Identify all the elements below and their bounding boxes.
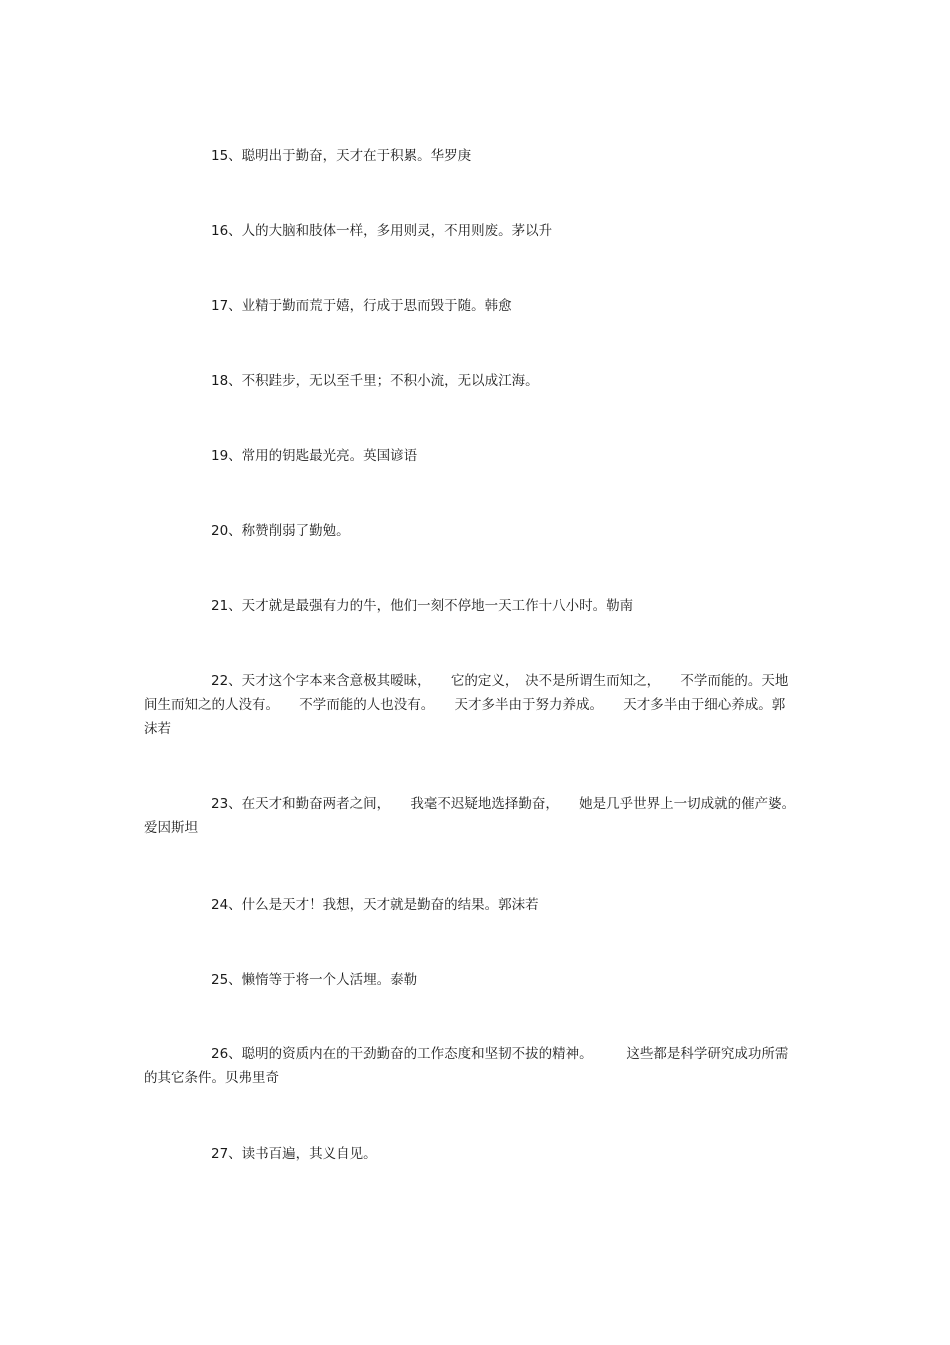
quote-19: 19、常用的钥匙最光亮。英国谚语 [211, 448, 418, 464]
quote-25: 25、懒惰等于将一个人活埋。泰勒 [211, 972, 418, 988]
quote-22: 22、天才这个字本来含意极其暧昧， 它的定义， 决不是所谓生而知之， 不学而能的。天地间生而知之的人没有。 不学而能的人也没有。 天才多半由于努力养成。 天才多半由于细心养成。郭沫若 [144, 673, 789, 737]
quote-16: 16、人的大脑和肢体一样，多用则灵，不用则废。茅以升 [211, 223, 553, 239]
quote-15: 15、聪明出于勤奋，天才在于积累。华罗庚 [211, 148, 472, 164]
quote-17: 17、业精于勤而荒于嬉，行成于思而毁于随。韩愈 [211, 298, 512, 314]
quote-18: 18、不积跬步，无以至千里；不积小流，无以成江海。 [211, 373, 539, 389]
quote-24: 24、什么是天才！我想，天才就是勤奋的结果。郭沫若 [211, 897, 539, 913]
quote-26: 26、聪明的资质内在的干劲勤奋的工作态度和坚韧不拔的精神。 这些都是科学研究成功所需的其它条件。贝弗里奇 [144, 1046, 789, 1086]
quote-21: 21、天才就是最强有力的牛，他们一刻不停地一天工作十八小时。勒南 [211, 598, 634, 614]
quote-20: 20、称赞削弱了勤勉。 [211, 523, 350, 539]
quote-27: 27、读书百遍，其义自见。 [211, 1146, 377, 1162]
quote-23: 23、在天才和勤奋两者之间， 我毫不迟疑地选择勤奋， 她是几乎世界上一切成就的催产婆。爱因斯坦 [144, 796, 796, 836]
